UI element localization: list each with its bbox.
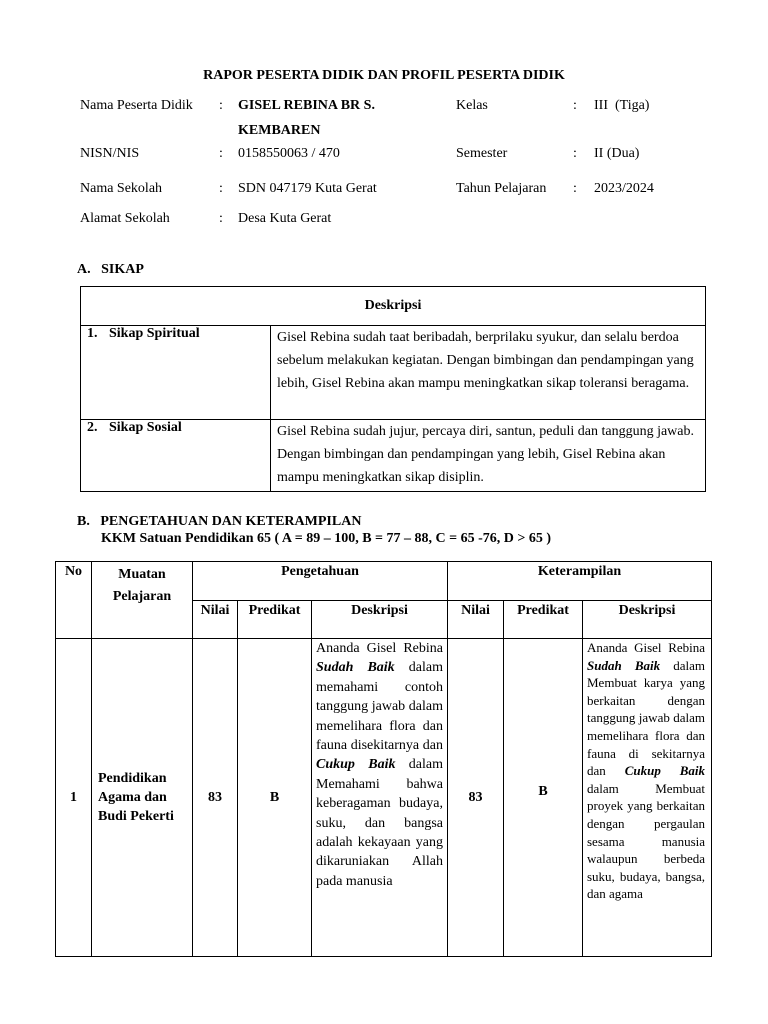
nilai-table (55, 561, 712, 957)
nama-value-line2: KEMBAREN (238, 123, 321, 138)
aspect-label: Sikap Spiritual (109, 326, 200, 341)
nisn-value: 0158550063 / 470 (238, 146, 340, 161)
row-p-deskripsi (312, 639, 448, 957)
desc-text: Ananda Gisel Rebina (587, 640, 706, 655)
page-title: RAPOR PESERTA DIDIK DAN PROFIL PESERTA DIDIK (203, 68, 565, 83)
sikap-desc-cell: Gisel Rebina sudah taat beribadah, berprilaku syukur, dan selalu berdoa sebelum melakukan kegiatan. Dengan bimbingan dan pendampingan yang lebih, Gisel Rebina akan mampu meningkatkan sikap toleransi beragama. (271, 326, 706, 420)
kelas-value: III (Tiga) (594, 98, 650, 113)
section-a-title: A. SIKAP (77, 262, 144, 277)
header-deskripsi: Deskripsi (312, 601, 448, 639)
colon: : (219, 98, 223, 113)
desc-emphasis: Cukup Baik (316, 757, 396, 773)
row-k-deskripsi (583, 639, 712, 957)
header-deskripsi: Deskripsi (583, 601, 712, 639)
header-no: No (56, 562, 92, 639)
row-p-predikat: B (238, 639, 312, 957)
header-keterampilan: Keterampilan (448, 562, 712, 601)
header-predikat: Predikat (504, 601, 583, 639)
desc-emphasis: Sudah Baik (587, 657, 661, 673)
desc-text: dalam Memahami bahwa keberagaman budaya, suku, dan bangsa adalah kekayaan yang dikaruniakan Allah pada manusia (316, 757, 444, 889)
colon: : (219, 211, 223, 226)
desc-text: dalam Membuat karya yang berkaitan dengan tanggung jawab dalam memelihara flora dan fauna di sekitarnya dan (587, 657, 706, 779)
colon: : (573, 98, 577, 113)
sekolah-value: SDN 047179 Kuta Gerat (238, 181, 377, 196)
row-k-nilai: 83 (448, 639, 504, 957)
table-row (81, 326, 706, 420)
header-nilai: Nilai (448, 601, 504, 639)
header-pengetahuan: Pengetahuan (193, 562, 448, 601)
row-number: 1. (87, 326, 98, 341)
table-row (56, 639, 712, 957)
row-k-predikat: B (504, 639, 583, 957)
semester-value: II (Dua) (594, 146, 640, 161)
kkm-line: KKM Satuan Pendidikan 65 ( A = 89 – 100, B = 77 – 88, C = 65 -76, D > 65 ) (101, 531, 552, 546)
desc-emphasis: Cukup Baik (624, 763, 706, 779)
row-no: 1 (56, 639, 92, 957)
table-row (81, 420, 706, 492)
alamat-value: Desa Kuta Gerat (238, 211, 332, 226)
sikap-table (80, 286, 706, 492)
row-number: 2. (87, 420, 98, 435)
colon: : (573, 146, 577, 161)
sikap-header: Deskripsi (81, 287, 706, 326)
desc-text: Ananda Gisel Rebina (316, 641, 443, 656)
tahun-value: 2023/2024 (594, 181, 654, 196)
header-muatan (92, 562, 193, 639)
colon: : (219, 146, 223, 161)
aspect-label: Sikap Sosial (109, 420, 182, 435)
tahun-label: Tahun Pelajaran (456, 181, 547, 196)
sekolah-label: Nama Sekolah (80, 181, 163, 196)
sikap-aspect-cell (81, 420, 271, 492)
nama-value-line1: GISEL REBINA BR S. (238, 98, 375, 113)
nisn-label: NISN/NIS (80, 146, 140, 161)
alamat-label: Alamat Sekolah (80, 211, 170, 226)
colon: : (573, 181, 577, 196)
sikap-aspect-cell (81, 326, 271, 420)
desc-text: dalam Membuat proyek yang berkaitan dengan pergaulan sesama manusia walaupun berbeda suku, budaya, bangsa, dan agama (587, 780, 706, 902)
kelas-label: Kelas (456, 98, 488, 113)
colon: : (219, 181, 223, 196)
header-muatan-line2: Pelajaran (112, 589, 172, 604)
desc-text: dalam memahami contoh tanggung jawab dalam memelihara flora dan fauna disekitarnya dan (316, 660, 443, 754)
row-muatan: Pendidikan Agama dan Budi Pekerti (92, 639, 193, 957)
header-muatan-line1: Muatan (118, 567, 166, 582)
header-predikat: Predikat (238, 601, 312, 639)
nama-label: Nama Peserta Didik (80, 98, 193, 113)
header-nilai: Nilai (193, 601, 238, 639)
sikap-desc-cell: Gisel Rebina sudah jujur, percaya diri, santun, peduli dan tanggung jawab. Dengan bimbingan dan pendampingan yang lebih, Gisel Rebina akan mampu meningkatkan sikap disiplin. (271, 420, 706, 492)
semester-label: Semester (456, 146, 508, 161)
desc-emphasis: Sudah Baik (316, 660, 395, 676)
section-b-title: B. PENGETAHUAN DAN KETERAMPILAN (77, 514, 362, 529)
row-p-nilai: 83 (193, 639, 238, 957)
